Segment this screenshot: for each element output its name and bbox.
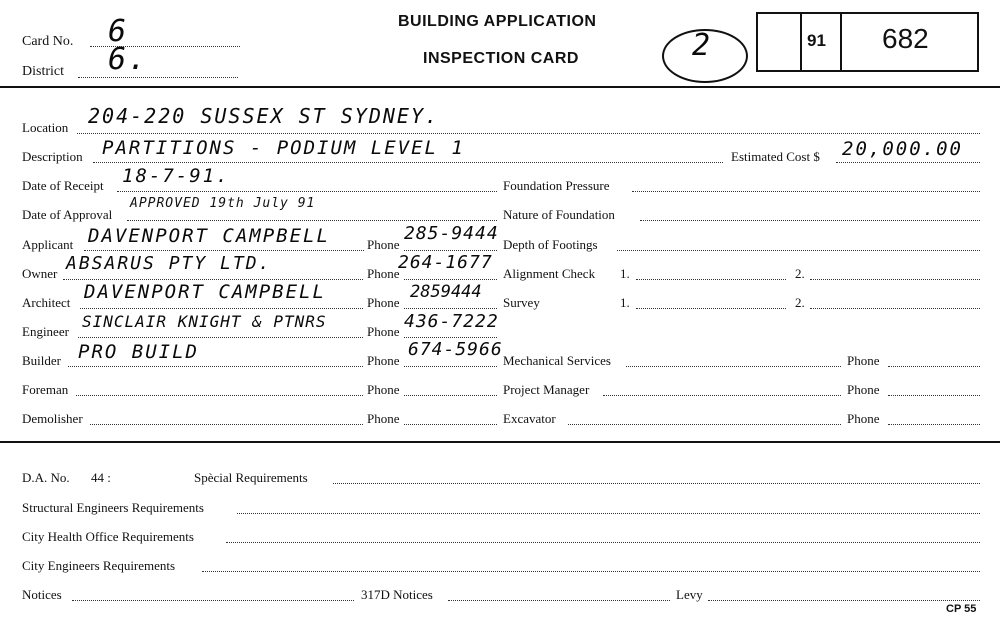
foreman-line bbox=[76, 395, 363, 396]
alignment-check-2: 2. bbox=[795, 266, 805, 281]
demolisher-phone-label: Phone bbox=[367, 411, 400, 426]
applicant-phone: 285-9444 bbox=[404, 223, 499, 244]
date-approval-value: APPROVED 19th July 91 bbox=[130, 196, 316, 211]
special-requirements-line bbox=[333, 483, 980, 484]
nature-foundation-line bbox=[640, 220, 980, 221]
notices-label: Notices bbox=[22, 587, 62, 602]
description-label: Description bbox=[22, 149, 83, 164]
applicant-label: Applicant bbox=[22, 237, 74, 252]
estimated-cost-value: 20,000.00 bbox=[842, 138, 963, 160]
foreman-phone-line bbox=[404, 395, 497, 396]
survey-1-line bbox=[636, 308, 786, 309]
da-no-value: 44 : bbox=[91, 470, 111, 485]
district-label: District bbox=[22, 64, 64, 79]
builder-line bbox=[68, 366, 363, 367]
form-title-line2: INSPECTION CARD bbox=[423, 50, 579, 67]
applicant-phone-label: Phone bbox=[367, 237, 400, 252]
middle-rule bbox=[0, 441, 1000, 443]
alignment-check-label: Alignment Check bbox=[503, 266, 596, 281]
survey-label: Survey bbox=[503, 295, 540, 310]
top-rule bbox=[0, 86, 1000, 88]
date-receipt-line bbox=[117, 191, 497, 192]
mechanical-phone-label: Phone bbox=[847, 353, 880, 368]
builder-phone: 674-5966 bbox=[408, 339, 503, 360]
project-manager-phone-line bbox=[888, 395, 980, 396]
builder-phone-line bbox=[404, 366, 497, 367]
card-no-label: Card No. bbox=[22, 34, 74, 49]
architect-phone-line bbox=[404, 308, 497, 309]
engineer-phone-line bbox=[404, 337, 497, 338]
location-label: Location bbox=[22, 120, 69, 135]
excavator-line bbox=[568, 424, 841, 425]
levy-line bbox=[708, 600, 980, 601]
engineer-phone-label: Phone bbox=[367, 324, 400, 339]
foreman-phone-label: Phone bbox=[367, 382, 400, 397]
alignment-check-1-line bbox=[636, 279, 786, 280]
estimated-cost-line bbox=[836, 162, 980, 163]
survey-2-line bbox=[810, 308, 980, 309]
architect-line bbox=[80, 308, 363, 309]
date-receipt-label: Date of Receipt bbox=[22, 178, 104, 193]
date-approval-line bbox=[127, 220, 497, 221]
health-requirements-label: City Health Office Requirements bbox=[22, 529, 194, 544]
mechanical-services-label: Mechanical Services bbox=[503, 353, 611, 368]
demolisher-label: Demolisher bbox=[22, 411, 83, 426]
engineer-line bbox=[78, 337, 363, 338]
architect-phone-label: Phone bbox=[367, 295, 400, 310]
city-engineers-requirements-line bbox=[202, 571, 980, 572]
excavator-phone-line bbox=[888, 424, 980, 425]
city-engineers-requirements-label: City Engineers Requirements bbox=[22, 558, 176, 573]
estimated-cost-label: Estimated Cost $ bbox=[731, 149, 820, 164]
engineer-phone: 436-7222 bbox=[404, 311, 499, 332]
mechanical-phone-line bbox=[888, 366, 980, 367]
form-code: CP 55 bbox=[946, 603, 977, 615]
project-manager-label: Project Manager bbox=[503, 382, 590, 397]
project-manager-line bbox=[603, 395, 841, 396]
notices-317d-line bbox=[448, 600, 670, 601]
survey-1: 1. bbox=[620, 295, 630, 310]
health-requirements-line bbox=[226, 542, 980, 543]
nature-foundation-label: Nature of Foundation bbox=[503, 207, 615, 222]
builder-value: PRO BUILD bbox=[78, 341, 199, 363]
applicant-value: DAVENPORT CAMPBELL bbox=[88, 225, 330, 247]
notices-317d-label: 317D Notices bbox=[361, 587, 433, 602]
foundation-pressure-label: Foundation Pressure bbox=[503, 178, 610, 193]
engineer-value: SINCLAIR KNIGHT & PTNRS bbox=[82, 312, 327, 331]
special-requirements-label: Spècial Requirements bbox=[194, 470, 308, 485]
card-no-value: 6 bbox=[108, 14, 129, 49]
applicant-line bbox=[84, 250, 364, 251]
alignment-check-2-line bbox=[810, 279, 980, 280]
survey-2: 2. bbox=[795, 295, 805, 310]
notices-line bbox=[72, 600, 354, 601]
alignment-check-1: 1. bbox=[620, 266, 630, 281]
date-approval-label: Date of Approval bbox=[22, 207, 113, 222]
depth-footings-line bbox=[617, 250, 980, 251]
owner-phone-label: Phone bbox=[367, 266, 400, 281]
district-line bbox=[78, 77, 238, 78]
mechanical-services-line bbox=[626, 366, 841, 367]
applicant-phone-line bbox=[404, 250, 497, 251]
architect-label: Architect bbox=[22, 295, 71, 310]
da-no-label: D.A. No. bbox=[22, 470, 70, 485]
district-value: 6. bbox=[108, 42, 149, 77]
owner-phone: 264-1677 bbox=[398, 252, 493, 273]
description-line bbox=[93, 162, 723, 163]
levy-label: Levy bbox=[676, 587, 703, 602]
structural-requirements-label: Structural Engineers Requirements bbox=[22, 500, 204, 515]
engineer-label: Engineer bbox=[22, 324, 69, 339]
location-line bbox=[77, 133, 980, 134]
excavator-phone-label: Phone bbox=[847, 411, 880, 426]
location-value: 204-220 SUSSEX ST SYDNEY. bbox=[88, 104, 440, 128]
excavator-label: Excavator bbox=[503, 411, 556, 426]
owner-phone-line bbox=[404, 279, 497, 280]
depth-footings-label: Depth of Footings bbox=[503, 237, 598, 252]
demolisher-phone-line bbox=[404, 424, 497, 425]
builder-label: Builder bbox=[22, 353, 61, 368]
demolisher-line bbox=[90, 424, 363, 425]
architect-phone: 2859444 bbox=[410, 282, 482, 302]
owner-line bbox=[63, 279, 363, 280]
date-receipt-value: 18-7-91. bbox=[122, 165, 230, 187]
description-value: PARTITIONS - PODIUM LEVEL 1 bbox=[102, 137, 465, 159]
owner-label: Owner bbox=[22, 266, 58, 281]
project-manager-phone-label: Phone bbox=[847, 382, 880, 397]
foundation-pressure-line bbox=[632, 191, 980, 192]
box-year: 91 bbox=[807, 31, 826, 50]
builder-phone-label: Phone bbox=[367, 353, 400, 368]
owner-value: ABSARUS PTY LTD. bbox=[66, 253, 272, 274]
foreman-label: Foreman bbox=[22, 382, 69, 397]
form-title-line1: BUILDING APPLICATION bbox=[398, 13, 597, 30]
structural-requirements-line bbox=[237, 513, 980, 514]
box-number: 682 bbox=[882, 23, 929, 54]
number-box-number bbox=[840, 12, 979, 72]
number-box-year bbox=[798, 12, 842, 72]
number-box-blank bbox=[756, 12, 802, 72]
architect-value: DAVENPORT CAMPBELL bbox=[84, 281, 326, 303]
circled-number: 2 bbox=[692, 28, 713, 63]
